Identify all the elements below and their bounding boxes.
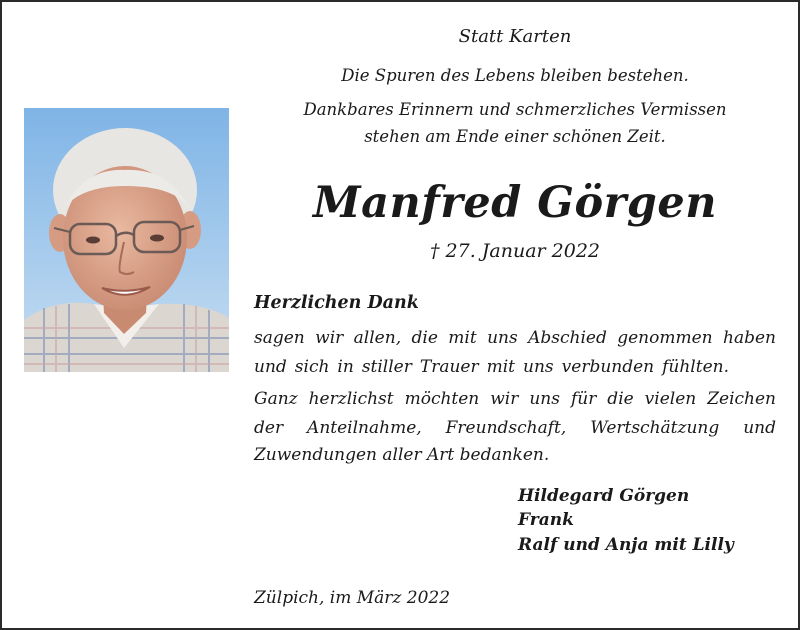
signatory-1: Hildegard Görgen: [518, 486, 690, 506]
thanks-line-3: Ganz herzlichst möchten wir uns für die vielen Zeichen: [254, 389, 776, 409]
thanks-heading: Herzlichen Dank: [254, 293, 419, 313]
verse-line-3: stehen am Ende einer schönen Zeit.: [364, 127, 666, 146]
thanks-line-2: und sich in stiller Trauer mit uns verbunden fühlten.: [254, 357, 729, 377]
death-date: † 27. Januar 2022: [429, 240, 601, 262]
verse-line-2: Dankbares Erinnern und schmerzliches Vermissen: [303, 100, 727, 119]
portrait-photo: [24, 108, 229, 372]
signatory-2: Frank: [518, 510, 574, 530]
portrait-illustration: [24, 108, 229, 372]
verse-line-1: Die Spuren des Lebens bleiben bestehen.: [341, 66, 689, 85]
signatory-3: Ralf und Anja mit Lilly: [518, 535, 734, 555]
statt-karten-heading: Statt Karten: [458, 26, 572, 47]
place-date: Zülpich, im März 2022: [254, 588, 451, 608]
thanks-line-1: sagen wir allen, die mit uns Abschied genommen haben: [254, 328, 776, 348]
thanks-line-4: der Anteilnahme, Freundschaft, Wertschätzung und: [254, 418, 776, 438]
thanks-line-5: Zuwendungen aller Art bedanken.: [254, 445, 550, 465]
deceased-name: Manfred Görgen: [312, 178, 717, 228]
